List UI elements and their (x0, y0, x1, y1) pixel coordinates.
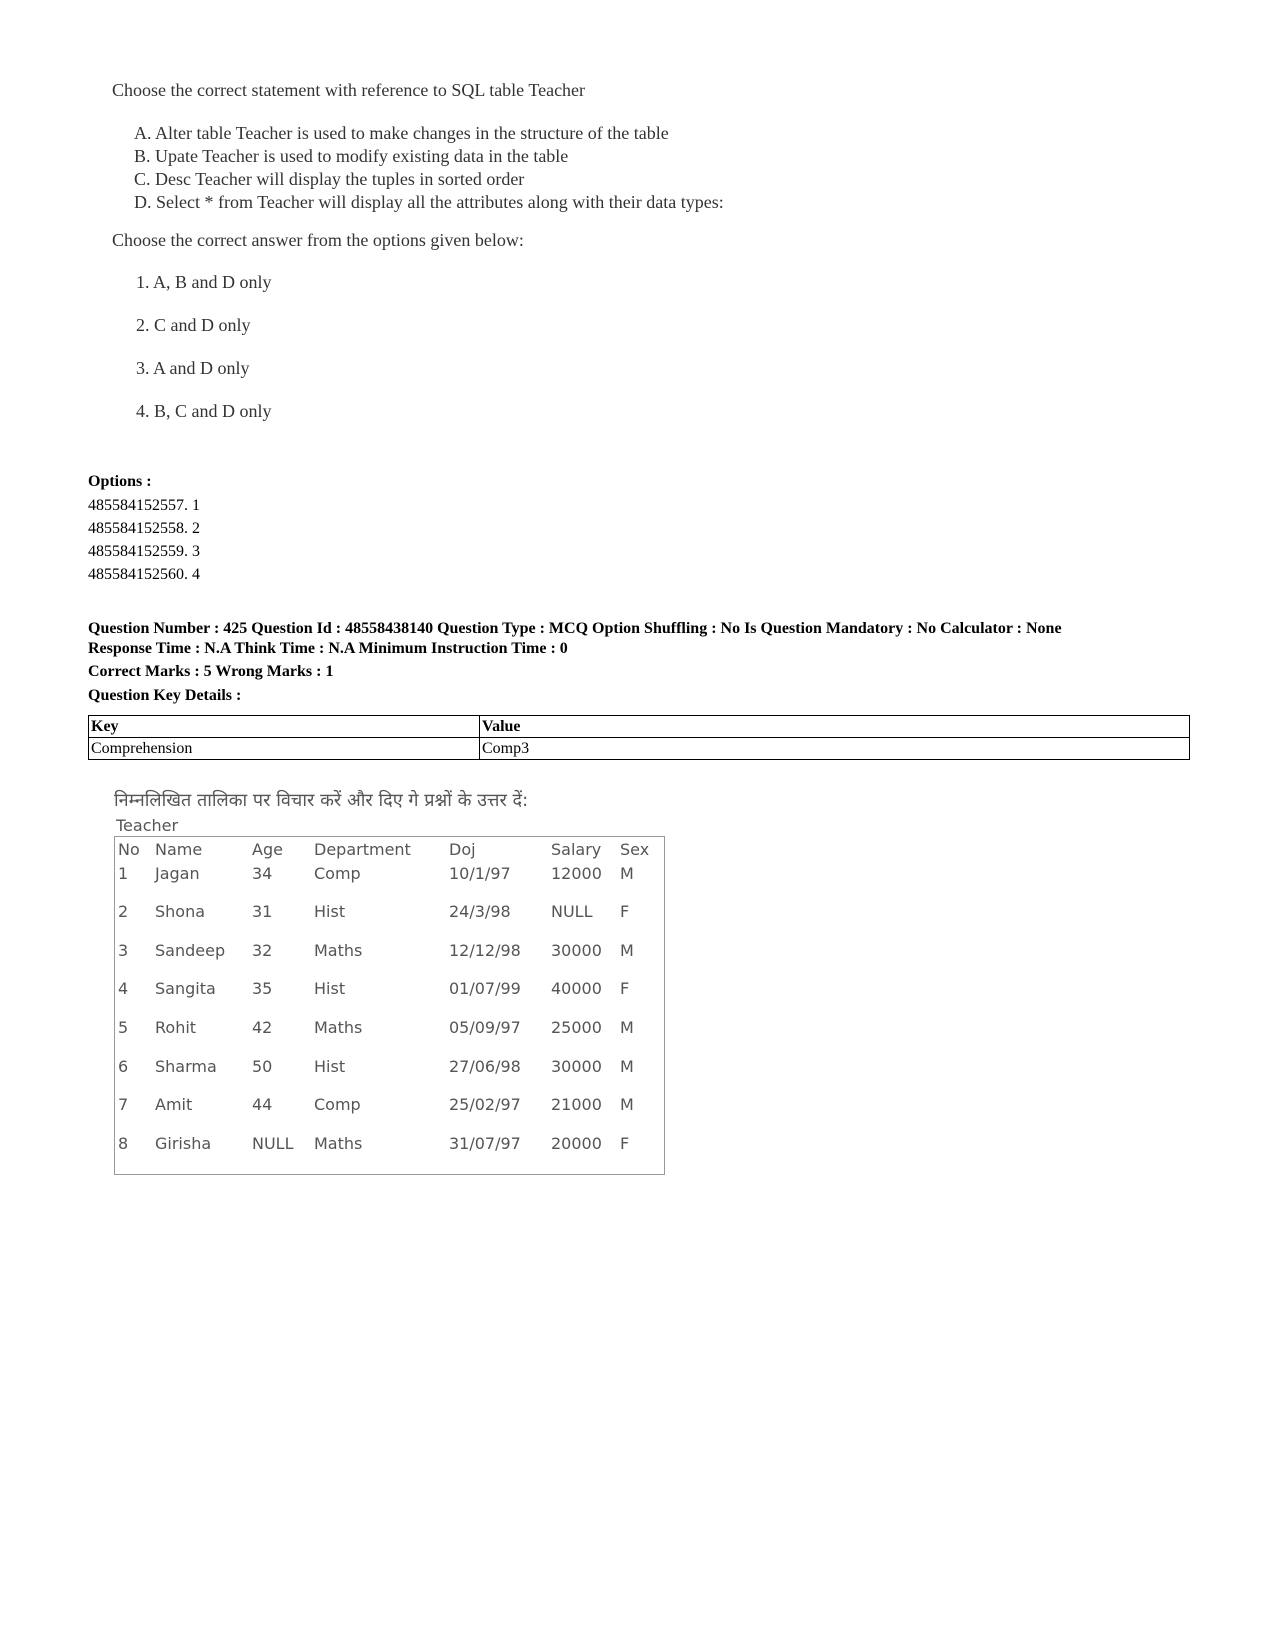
cell-name: Sandeep (155, 941, 226, 960)
cell-no: 1 (118, 864, 129, 883)
table-row (115, 902, 664, 926)
cell-no: 5 (118, 1018, 129, 1037)
table-row (89, 738, 1190, 760)
header-department: Department (314, 840, 411, 859)
cell-salary: 30000 (551, 941, 602, 960)
cell-age: 34 (252, 864, 273, 883)
cell-name: Jagan (155, 864, 200, 883)
cell-sex: F (620, 979, 630, 998)
cell-salary: 12000 (551, 864, 602, 883)
cell-no: 8 (118, 1134, 129, 1153)
answer-option-4: 4. B, C and D only (136, 401, 272, 421)
question-meta-line2: Response Time : N.A Think Time : N.A Minimum Instruction Time : 0 (88, 640, 568, 657)
cell-name: Sangita (155, 979, 216, 998)
cell-department: Hist (314, 979, 346, 998)
answer-prompt: Choose the correct answer from the options given below: (112, 230, 524, 250)
cell-name: Girisha (155, 1134, 212, 1153)
cell-salary: 25000 (551, 1018, 602, 1037)
cell-department: Hist (314, 1057, 346, 1076)
cell-doj: 24/3/98 (449, 902, 511, 921)
cell-age: 31 (252, 902, 273, 921)
choice-d: D. Select * from Teacher will display all the attributes along with their data types: (134, 192, 724, 212)
value-cell: Comp3 (480, 738, 1190, 760)
header-sex: Sex (620, 840, 650, 859)
cell-salary: NULL (551, 902, 593, 921)
options-heading: Options : (88, 473, 152, 490)
cell-no: 2 (118, 902, 129, 921)
cell-no: 4 (118, 979, 129, 998)
cell-sex: M (620, 1095, 634, 1114)
table-row (115, 1057, 664, 1081)
cell-doj: 01/07/99 (449, 979, 521, 998)
cell-department: Comp (314, 864, 361, 883)
cell-salary: 30000 (551, 1057, 602, 1076)
header-name: Name (155, 840, 203, 859)
key-header: Key (89, 716, 480, 738)
cell-no: 7 (118, 1095, 129, 1114)
table-row (115, 1018, 664, 1042)
cell-salary: 21000 (551, 1095, 602, 1114)
cell-sex: M (620, 864, 634, 883)
key-cell: Comprehension (89, 738, 480, 760)
cell-age: 35 (252, 979, 273, 998)
table-row (115, 864, 664, 888)
cell-department: Hist (314, 902, 346, 921)
cell-no: 6 (118, 1057, 129, 1076)
header-salary: Salary (551, 840, 602, 859)
cell-department: Maths (314, 1134, 363, 1153)
question-meta-line1: Question Number : 425 Question Id : 48558438140 Question Type : MCQ Option Shuffling : No Is Question Mandatory : No Calculator : None (88, 620, 1062, 637)
cell-age: 50 (252, 1057, 273, 1076)
cell-salary: 40000 (551, 979, 602, 998)
option-item: 485584152559. 3 (88, 543, 200, 560)
cell-sex: F (620, 1134, 630, 1153)
cell-doj: 10/1/97 (449, 864, 511, 883)
key-details-table (88, 715, 1190, 760)
table-header-row (89, 716, 1190, 738)
answer-option-1: 1. A, B and D only (136, 272, 272, 292)
choice-c: C. Desc Teacher will display the tuples in sorted order (134, 169, 525, 189)
table-row (115, 941, 664, 965)
cell-no: 3 (118, 941, 129, 960)
cell-sex: F (620, 902, 630, 921)
hindi-instruction: निम्नलिखित तालिका पर विचार करें और दिए गे प्रश्नों के उत्तर दें: (114, 790, 529, 811)
teacher-table (114, 836, 665, 1175)
choice-a: A. Alter table Teacher is used to make changes in the structure of the table (134, 123, 669, 143)
cell-doj: 25/02/97 (449, 1095, 521, 1114)
option-item: 485584152557. 1 (88, 497, 200, 514)
key-details-heading: Question Key Details : (88, 687, 242, 704)
table-name: Teacher (116, 816, 179, 835)
cell-department: Maths (314, 1018, 363, 1037)
cell-name: Rohit (155, 1018, 197, 1037)
cell-department: Comp (314, 1095, 361, 1114)
answer-option-2: 2. C and D only (136, 315, 251, 335)
option-item: 485584152560. 4 (88, 566, 200, 583)
cell-age: 32 (252, 941, 273, 960)
cell-sex: M (620, 1018, 634, 1037)
value-header: Value (480, 716, 1190, 738)
cell-doj: 31/07/97 (449, 1134, 521, 1153)
table-row (115, 979, 664, 1003)
statement-choices (134, 122, 724, 214)
table-row (115, 1134, 664, 1158)
teacher-header-row (115, 840, 664, 864)
choice-b: B. Upate Teacher is used to modify existing data in the table (134, 146, 569, 166)
cell-name: Sharma (155, 1057, 217, 1076)
cell-name: Shona (155, 902, 206, 921)
question-statement: Choose the correct statement with reference to SQL table Teacher (112, 80, 586, 100)
answer-option-3: 3. A and D only (136, 358, 250, 378)
option-item: 485584152558. 2 (88, 520, 200, 537)
cell-doj: 05/09/97 (449, 1018, 521, 1037)
header-age: Age (252, 840, 283, 859)
cell-salary: 20000 (551, 1134, 602, 1153)
header-doj: Doj (449, 840, 476, 859)
cell-department: Maths (314, 941, 363, 960)
cell-age: 42 (252, 1018, 273, 1037)
cell-age: 44 (252, 1095, 273, 1114)
cell-age: NULL (252, 1134, 294, 1153)
cell-sex: M (620, 1057, 634, 1076)
table-row (115, 1095, 664, 1119)
cell-doj: 27/06/98 (449, 1057, 521, 1076)
marks-line: Correct Marks : 5 Wrong Marks : 1 (88, 663, 334, 680)
cell-doj: 12/12/98 (449, 941, 521, 960)
cell-sex: M (620, 941, 634, 960)
header-no: No (118, 840, 140, 859)
cell-name: Amit (155, 1095, 193, 1114)
